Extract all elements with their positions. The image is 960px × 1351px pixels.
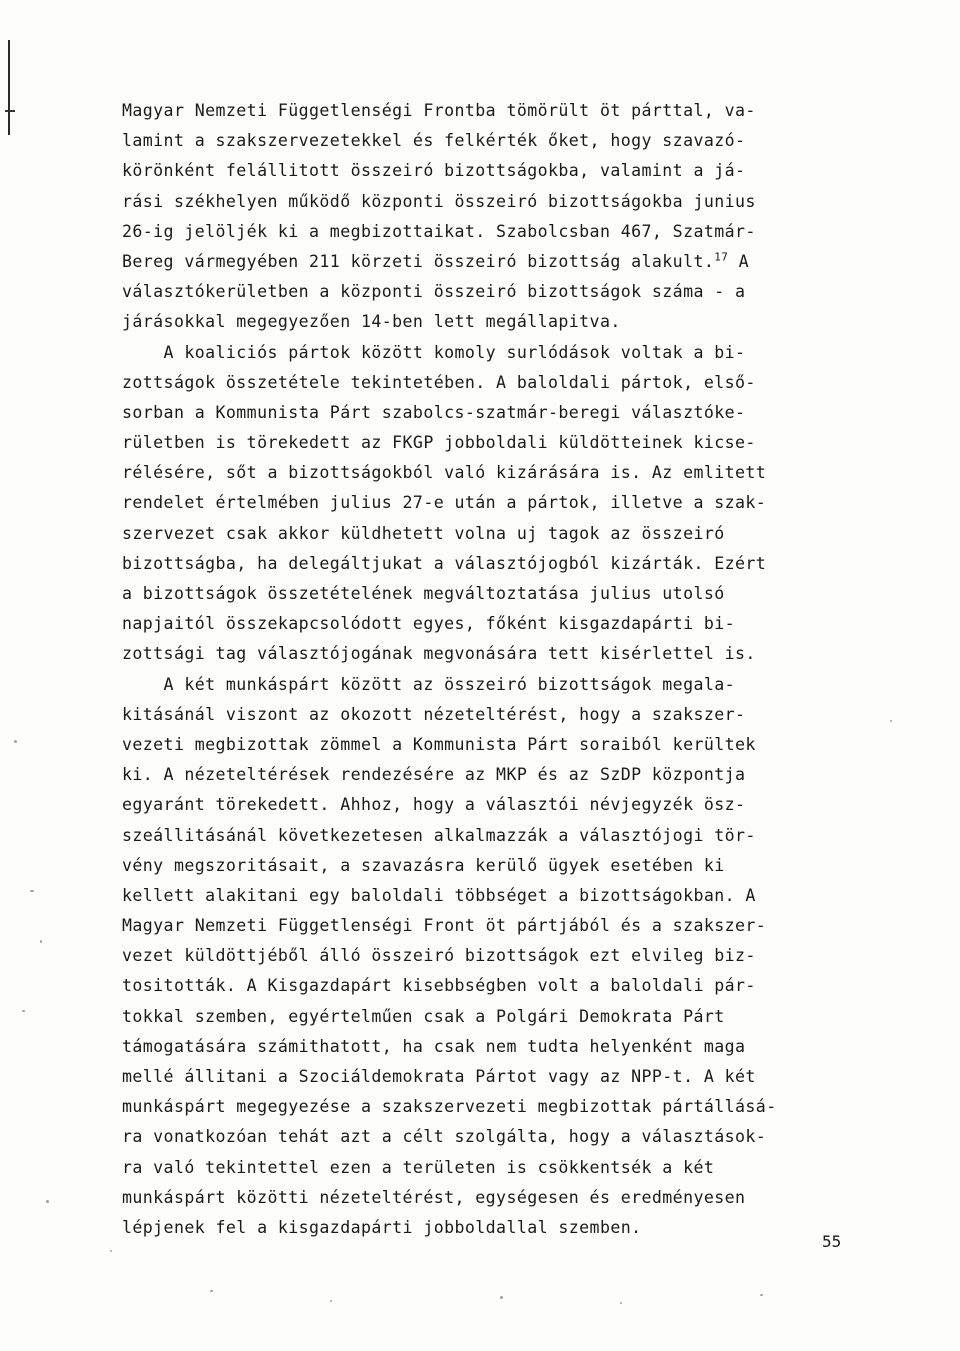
- scan-speckle: [330, 1300, 332, 1302]
- text-line: választókerületben a központi összeiró bizottságok száma - a: [122, 282, 746, 302]
- text-line-with-footnote: [122, 247, 867, 277]
- text-line: munkáspárt közötti nézeteltérést, egységesen és eredményesen: [122, 1187, 746, 1207]
- text-line: bizottságba, ha delegáltjukat a választójogból kizárták. Ezért: [122, 553, 767, 573]
- text-line: Magyar Nemzeti Függetlenségi Front öt pártjából és a szakszer-: [122, 916, 767, 936]
- text-line: munkáspárt megegyezése a szakszervezeti megbizottak pártállásá-: [122, 1097, 777, 1117]
- scan-speckle: [890, 720, 892, 722]
- scan-speckle: [30, 890, 34, 892]
- text-line: kitásánál viszont az okozott nézeteltérést, hogy a szakszer-: [122, 704, 746, 724]
- binding-edge-tick: [5, 110, 15, 112]
- text-line: vezet küldöttjéből álló összeiró bizottságok ezt elvileg biz-: [122, 946, 756, 966]
- footnote-reference: 17: [714, 250, 729, 264]
- text-line: szervezet csak akkor küldhetett volna uj tagok az összeiró: [122, 523, 725, 543]
- text-line: tositották. A Kisgazdapárt kisebbségben volt a baloldali pár-: [122, 976, 756, 996]
- text-line: zottságok összetétele tekintetében. A baloldali pártok, első-: [122, 372, 756, 392]
- text-line: zottsági tag választójogának megvonására tett kisérlettel is.: [122, 644, 756, 664]
- text-line: ra való tekintettel ezen a területen is csökkentsék a két: [122, 1157, 715, 1177]
- text-line: sorban a Kommunista Párt szabolcs-szatmár-beregi választóke-: [122, 402, 746, 422]
- text-line: lépjenek fel a kisgazdapárti jobboldallal szemben.: [122, 1217, 642, 1237]
- text-line: rületben is törekedett az FKGP jobboldali küldötteinek kicse-: [122, 433, 756, 453]
- text-line: járásokkal megegyezően 14-ben lett megállapitva.: [122, 312, 621, 332]
- text-line: napjaitól összekapcsolódott egyes, főként kisgazdapárti bi-: [122, 614, 736, 634]
- text-line: A két munkáspárt között az összeiró bizottságok megala-: [122, 674, 736, 694]
- text-line: rendelet értelmében julius 27-e után a pártok, illetve a szak-: [122, 493, 767, 513]
- text-line: szeállitásánál következetesen alkalmazzák a választójogi tör-: [122, 825, 756, 845]
- text-line: a bizottságok összetételének megváltoztatása julius utolsó: [122, 584, 725, 603]
- text-line: vezeti megbizottak zömmel a Kommunista Párt soraiból kerültek: [122, 734, 756, 754]
- text-line: A koaliciós pártok között komoly surlódások voltak a bi-: [122, 342, 746, 362]
- scan-speckle: [40, 940, 42, 943]
- page-number: 55: [822, 1232, 842, 1251]
- text-line: ki. A nézeteltérések rendezésére az MKP és az SzDP központja: [122, 765, 746, 785]
- scan-speckle: [22, 1010, 25, 1012]
- text-line: lamint a szakszervezetekkel és felkérték őket, hogy szavazó-: [122, 131, 746, 151]
- text-line: kellett alakitani egy baloldali többséget a bizottságokban. A: [122, 885, 756, 905]
- text-line: mellé állitani a Szociáldemokrata Pártot vagy az NPP-t. A két: [122, 1067, 756, 1086]
- scan-speckle: [14, 740, 17, 743]
- scan-speckle: [620, 1302, 622, 1304]
- text-line: rélésére, sőt a bizottságokból való kizárására is. Az emlitett: [122, 463, 767, 483]
- binding-edge-mark: [8, 40, 10, 135]
- text-line: tokkal szemben, egyértelműen csak a Polgári Demokrata Párt: [122, 1006, 725, 1026]
- scan-speckle: [46, 1200, 49, 1203]
- text-line: egyaránt törekedett. Ahhoz, hogy a választói névjegyzék ösz-: [122, 795, 746, 815]
- text-line: 26-ig jelöljék ki a megbizottaikat. Szabolcsban 467, Szatmár-: [122, 221, 756, 241]
- text-line: Magyar Nemzeti Függetlenségi Frontba tömörült öt párttal, va-: [122, 101, 756, 120]
- scan-speckle: [760, 1294, 763, 1296]
- text-line-tail: A: [728, 251, 750, 271]
- text-line: rási székhelyen működő központi összeiró bizottságokba junius: [122, 191, 756, 211]
- scan-speckle: [210, 1290, 213, 1292]
- text-line: körönként felállitott összeiró bizottságokba, valamint a já-: [122, 161, 746, 181]
- text-line: ra vonatkozóan tehát azt a célt szolgálta, hogy a választások-: [122, 1127, 767, 1147]
- scan-speckle: [500, 1296, 503, 1299]
- scan-speckle: [110, 1250, 112, 1252]
- text-line-main: Bereg vármegyében 211 körzeti összeiró bizottság alakult.: [122, 251, 715, 271]
- text-line: támogatására számithatott, ha csak nem tudta helyenként maga: [122, 1036, 746, 1056]
- text-line: vény megszoritásait, a szavazásra kerülő ügyek esetében ki: [122, 855, 725, 875]
- body-text: [122, 96, 867, 1243]
